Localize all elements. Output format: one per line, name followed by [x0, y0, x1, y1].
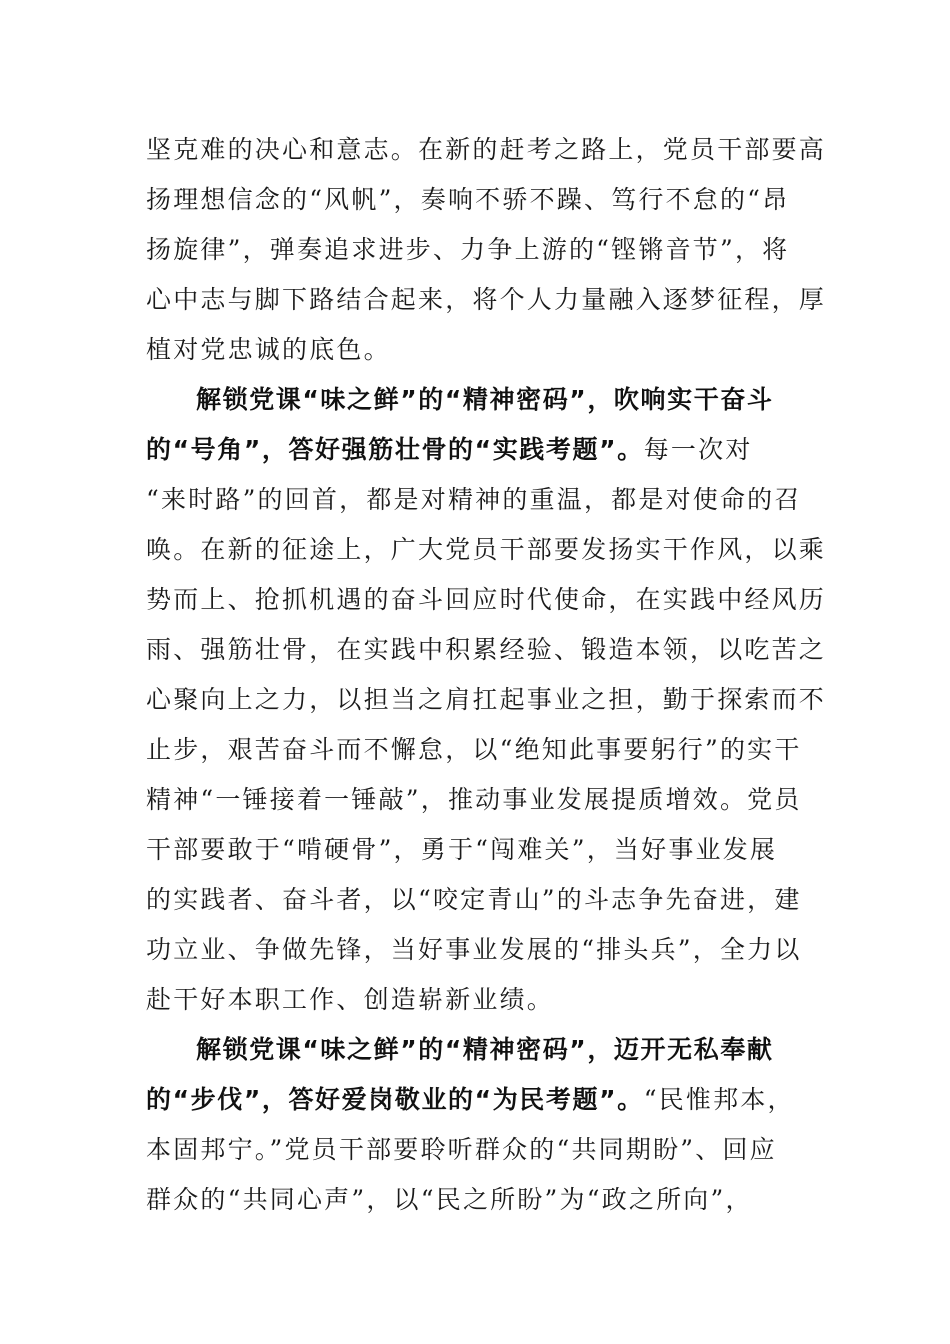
paragraph-2-line-7: 心聚向上之力，以担当之肩扛起事业之担，勤于探索而不	[146, 685, 827, 714]
paragraph-2-line-9: 精神“一锤接着一锤敲”，推动事业发展提质增效。党员	[146, 785, 802, 814]
paragraph-3-line-3: 本固邦宁。”党员干部要聆听群众的“共同期盼”、回应	[146, 1135, 777, 1164]
paragraph-3-line-4: 群众的“共同心声”，以“民之所盼”为“政之所向”，	[146, 1185, 753, 1214]
paragraph-3-heading-line-1: 解锁党课“味之鲜”的“精神密码”，迈开无私奉献	[196, 1035, 774, 1064]
paragraph-2-line-11: 的实践者、奋斗者，以“咬定青山”的斗志争先奋进，建	[146, 885, 802, 914]
paragraph-2-line-3: “来时路”的回首，都是对精神的重温，都是对使命的召	[146, 485, 802, 514]
paragraph-2-line-6: 雨、强筋壮骨，在实践中积累经验、锻造本领，以吃苦之	[146, 635, 827, 664]
paragraph-1-line-4: 心中志与脚下路结合起来，将个人力量融入逐梦征程，厚	[146, 285, 827, 314]
paragraph-2-heading-line-1: 解锁党课“味之鲜”的“精神密码”，吹响实干奋斗	[196, 385, 774, 414]
paragraph-2-line-2-tail: 每一次对	[643, 435, 753, 464]
paragraph-2-heading-line-2: 的“号角”，答好强筋壮骨的“实践考题”。	[146, 435, 644, 464]
paragraph-1-line-5: 植对党忠诚的底色。	[146, 335, 391, 364]
paragraph-2-line-12: 功立业、争做先锋，当好事业发展的“排头兵”，全力以	[146, 935, 802, 964]
paragraph-2-line-13: 赴干好本职工作、创造崭新业绩。	[146, 985, 555, 1014]
paragraph-1-line-1: 坚克难的决心和意志。在新的赶考之路上，党员干部要高	[146, 135, 827, 164]
paragraph-2-line-5: 势而上、抢抓机遇的奋斗回应时代使命，在实践中经风历	[146, 585, 827, 614]
paragraph-3-line-2	[146, 1080, 796, 1120]
paragraph-2-line-4: 唤。在新的征途上，广大党员干部要发扬实干作风，以乘	[146, 535, 827, 564]
paragraph-2-line-8: 止步，艰苦奋斗而不懈怠，以“绝知此事要躬行”的实干	[146, 735, 802, 764]
paragraph-2-line-2	[146, 430, 796, 470]
paragraph-1-line-3: 扬旋律”，弹奏追求进步、力争上游的“铿锵音节”，将	[146, 235, 790, 264]
paragraph-2-line-10: 干部要敢于“啃硬骨”，勇于“闯难关”，当好事业发展	[146, 835, 778, 864]
paragraph-3-heading-line-2: 的“步伐”，答好爱岗敬业的“为民考题”。	[146, 1085, 644, 1114]
paragraph-3-line-2-tail: “民惟邦本，	[643, 1085, 795, 1114]
paragraph-1-line-2: 扬理想信念的“风帆”，奏响不骄不躁、笃行不怠的“昂	[146, 185, 790, 214]
